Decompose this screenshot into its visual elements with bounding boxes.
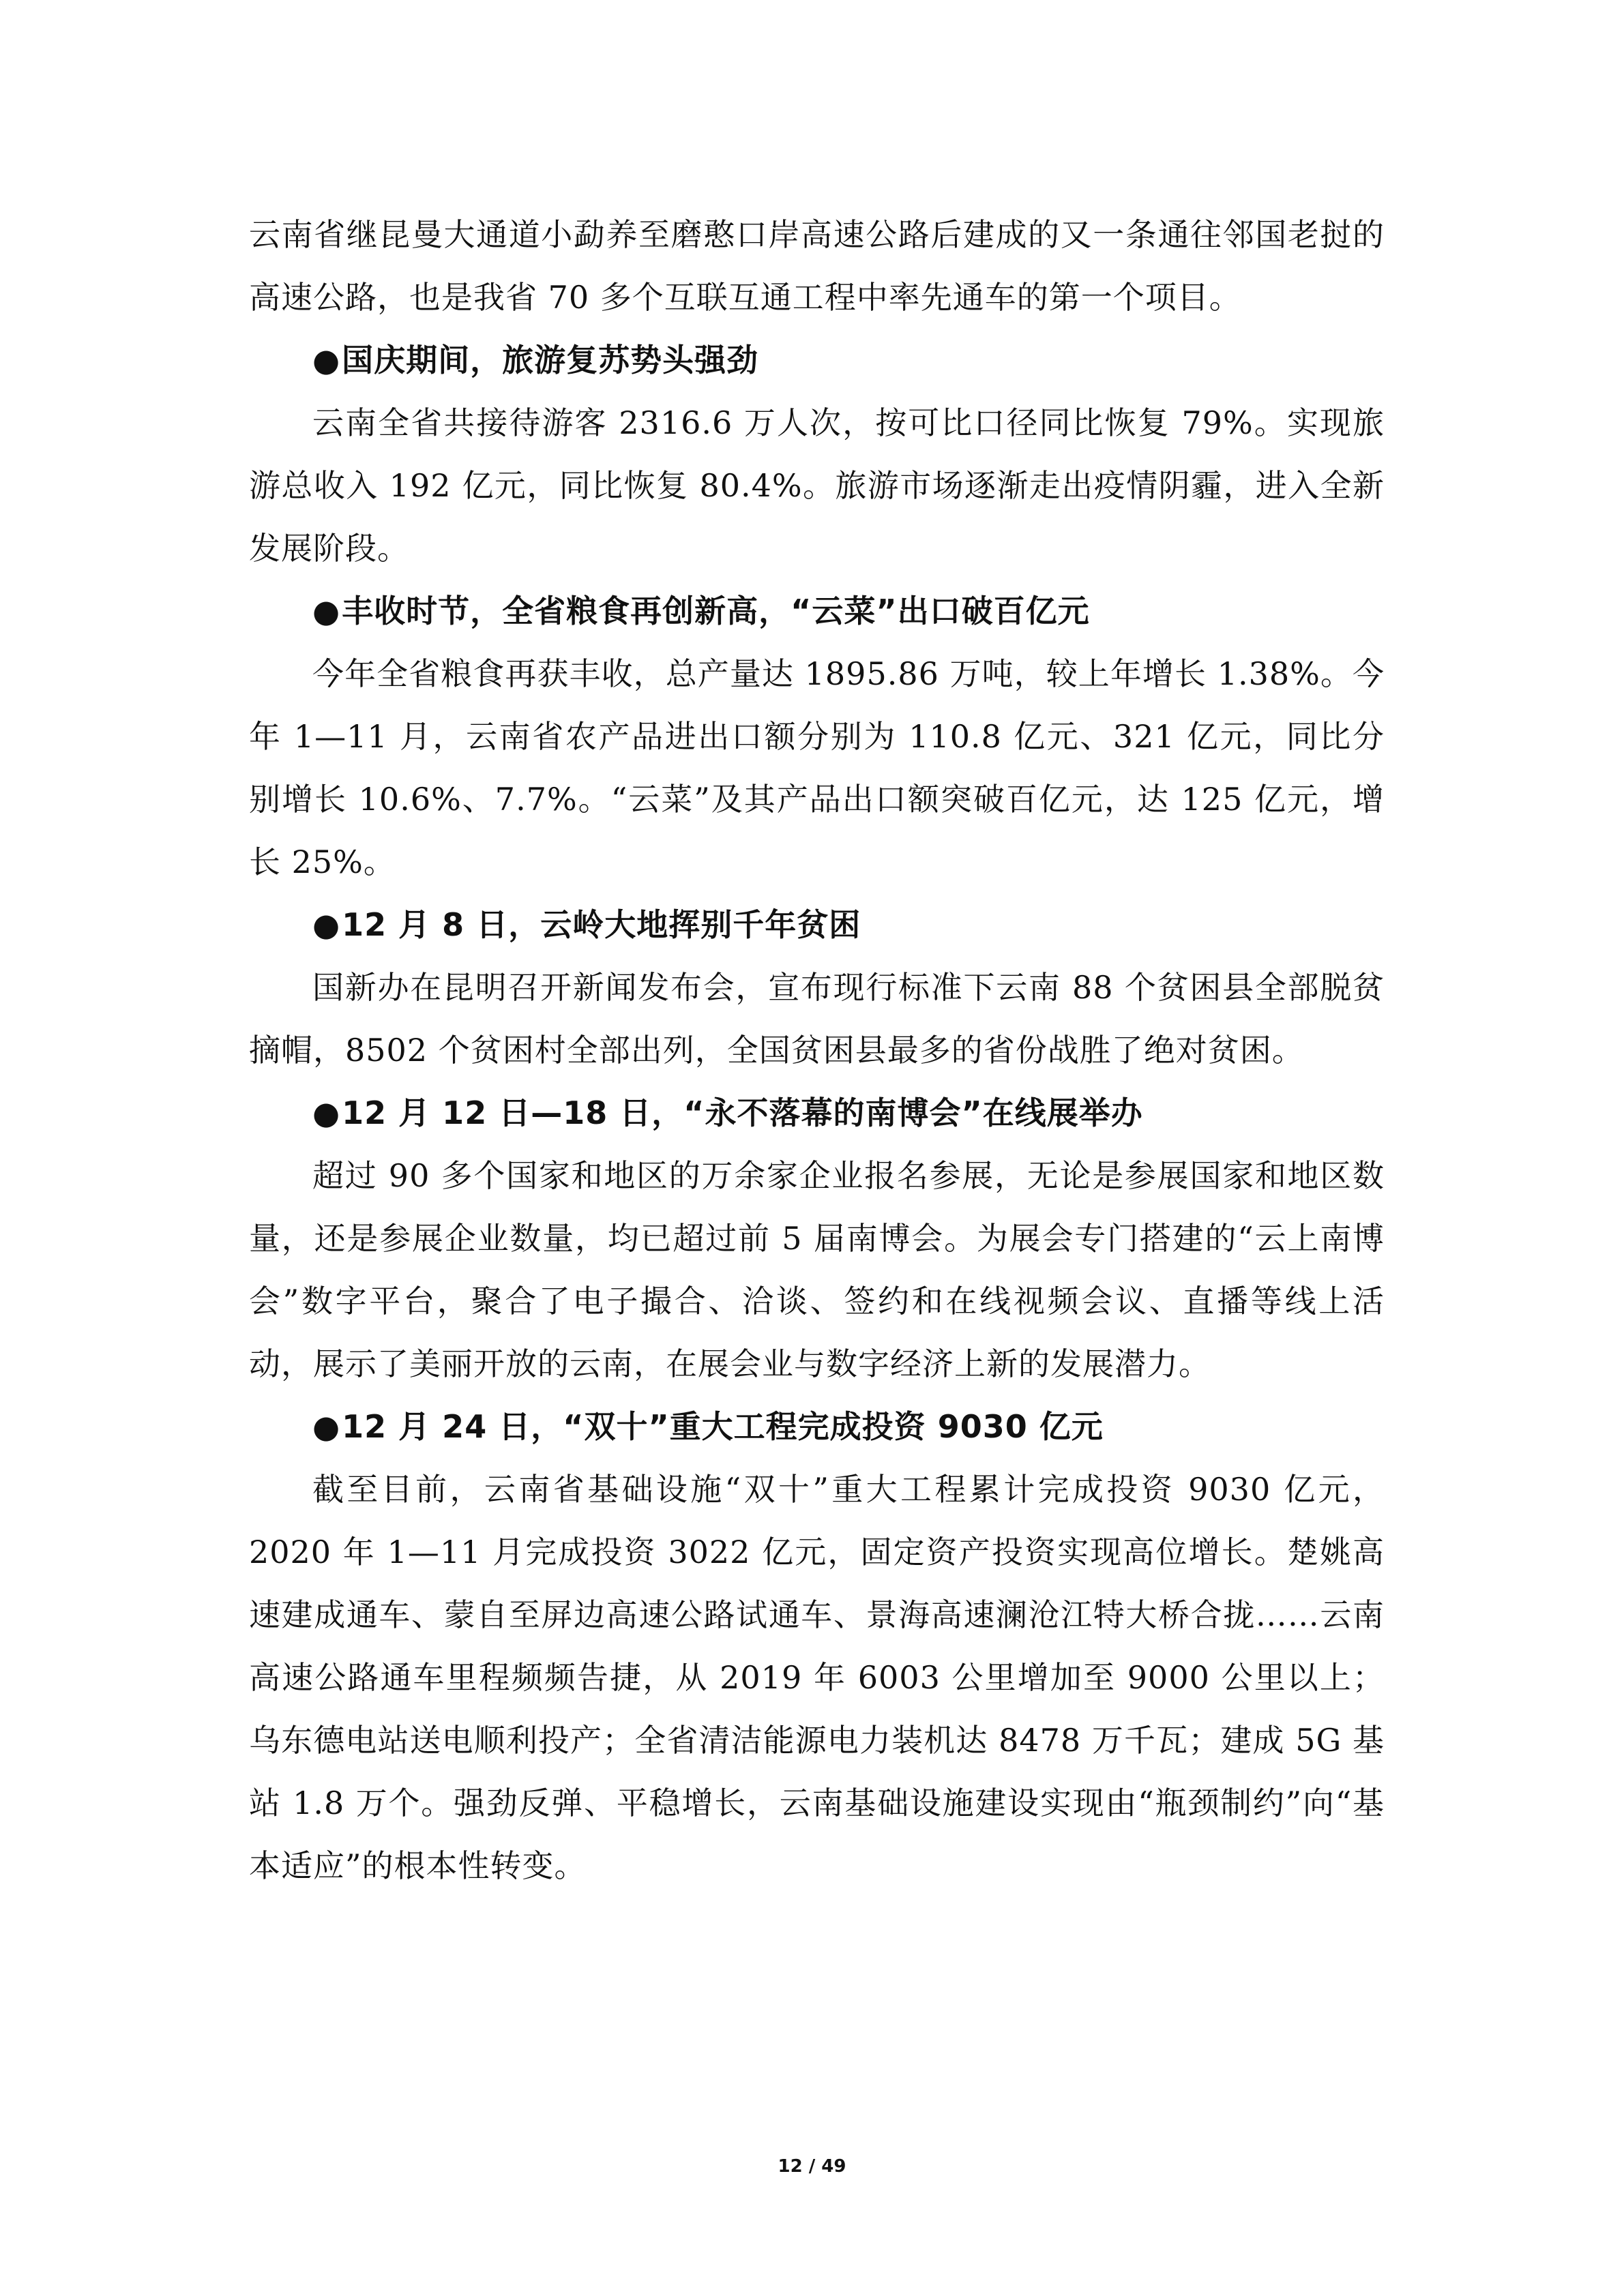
bullet-dot-icon: ● [312,1408,341,1445]
heading-text: 丰收时节，全省粮食再创新高，“云菜”出口破百亿元 [342,593,1090,629]
section-paragraph-grain: 今年全省粮食再获丰收，总产量达 1895.86 万吨，较上年增长 1.38%。今年 1—11 月，云南省农产品进出口额分别为 110.8 亿元、321 亿元，同比分别增长 10.6%、7.7%。“云菜”及其产品出口额突破百亿元，达 125 亿元，增长 25%。 [249,655,1385,880]
section-paragraph-infrastructure: 截至目前，云南省基础设施“双十”重大工程累计完成投资 9030 亿元，2020 年 1—11 月完成投资 3022 亿元，固定资产投资实现高位增长。楚姚高速建成通车、蒙自至屏边高速公路试通车、景海高速澜沧江特大桥合拢……云南高速公路通车里程频频告捷，从 2019 年 6003 公里增加至 9000 公里以上；乌东德电站送电顺利投产；全省清洁能源电力装机达 8478 万千瓦；建成 5G 基站 1.8 万个。强劲反弹、平稳增长，云南基础设施建设实现由“瓶颈制约”向“基本适应”的根本性转变。 [249,1471,1385,1884]
heading-text: 国庆期间，旅游复苏势头强劲 [342,342,759,378]
bullet-dot-icon: ● [312,906,341,943]
bullet-dot-icon: ● [312,1094,341,1131]
section-paragraph-poverty: 国新办在昆明召开新闻发布会，宣布现行标准下云南 88 个贫困县全部脱贫摘帽，8502 个贫困村全部出列，全国贫困县最多的省份战胜了绝对贫困。 [249,969,1385,1069]
heading-text: 12 月 24 日，“双十”重大工程完成投资 9030 亿元 [342,1408,1104,1445]
section-heading-tourism [249,329,1385,391]
intro-paragraph: 云南省继昆曼大通道小勐养至磨憨口岸高速公路后建成的又一条通往邻国老挝的高速公路，也是我省 70 多个互联互通工程中率先通车的第一个项目。 [249,216,1385,316]
page-number: 12 / 49 [778,2156,846,2177]
section-paragraph-tourism: 云南全省共接待游客 2316.6 万人次，按可比口径同比恢复 79%。实现旅游总收入 192 亿元，同比恢复 80.4%。旅游市场逐渐走出疫情阴霾，进入全新发展阶段。 [249,404,1385,567]
section-heading-infrastructure [249,1395,1385,1458]
heading-text: 12 月 8 日，云岭大地挥别千年贫困 [342,906,861,943]
page-content [249,203,1385,1897]
bullet-dot-icon: ● [312,342,341,378]
section-heading-grain [249,580,1385,642]
section-heading-poverty [249,893,1385,956]
heading-text: 12 月 12 日—18 日，“永不落幕的南博会”在线展举办 [342,1094,1143,1131]
section-paragraph-expo: 超过 90 多个国家和地区的万余家企业报名参展，无论是参展国家和地区数量，还是参展企业数量，均已超过前 5 届南博会。为展会专门搭建的“云上南博会”数字平台，聚合了电子撮合、洽谈、签约和在线视频会议、直播等线上活动，展示了美丽开放的云南，在展会业与数字经济上新的发展潜力。 [249,1157,1385,1382]
section-heading-expo [249,1082,1385,1144]
bullet-dot-icon: ● [312,593,341,629]
